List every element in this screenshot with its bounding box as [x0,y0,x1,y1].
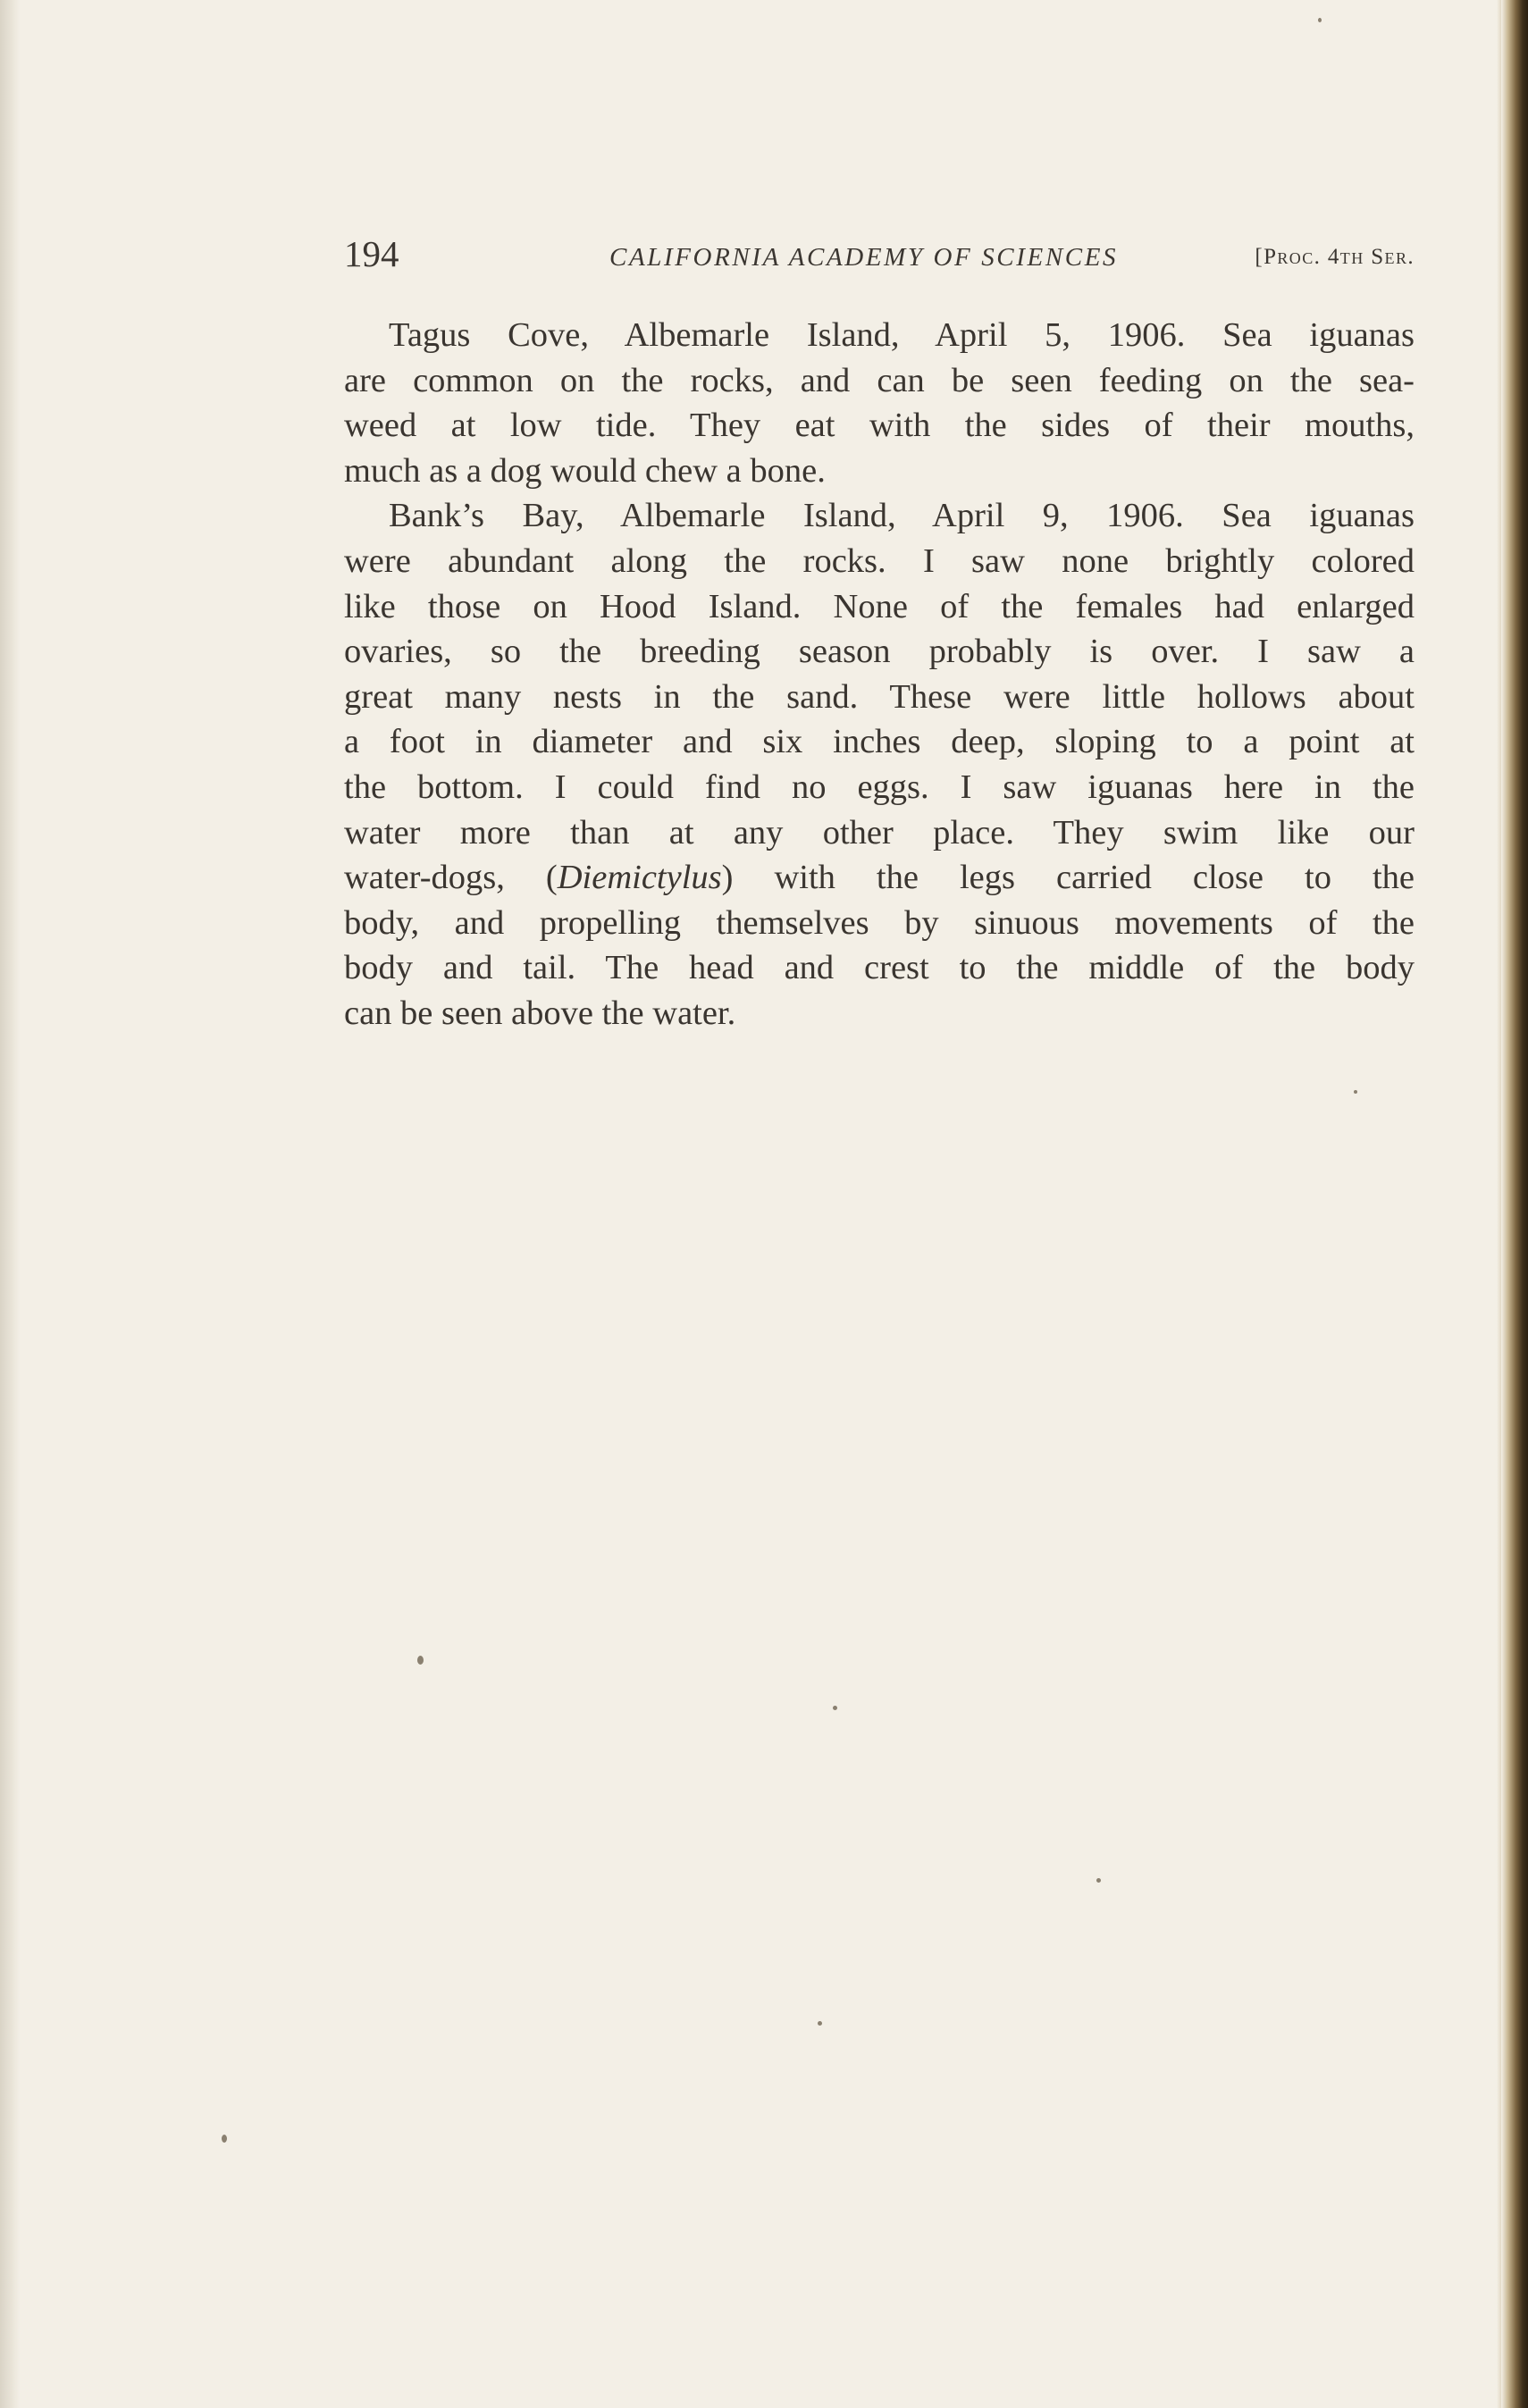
text-line: much as a dog would chew a bone. [344,451,826,490]
paper-speck [417,1656,424,1665]
text-line: body and tail. The head and crest to the middle of the body [344,949,1415,987]
text-line: weed at low tide. They eat with the sides of their mouths, [344,407,1415,445]
text-line: great many nests in the sand. These were little hollows about [344,677,1415,716]
paragraph-tagus-cove [344,313,1415,493]
taxon-name: Diemictylus [557,859,722,897]
text-line: the bottom. I could find no eggs. I saw iguanas here in the [344,768,1415,806]
text-line: ovaries, so the breeding season probably is over. I saw a [344,633,1415,671]
book-spine-shadow [1501,0,1528,2408]
text-segment: ) with the legs carried close to the [721,859,1415,897]
text-line: Tagus Cove, Albemarle Island, April 5, 1906. Sea iguanas [389,316,1415,354]
paper-speck [1318,18,1322,22]
paper-speck [1354,1090,1357,1094]
text-line: a foot in diameter and six inches deep, sloping to a point at [344,723,1415,761]
paper-speck [833,1706,837,1710]
body-text [344,313,1415,1036]
paper-speck [818,2021,822,2026]
journal-title: CALIFORNIA ACADEMY OF SCIENCES [609,243,1119,272]
text-line: water more than at any other place. They swim like our [344,813,1415,852]
text-line: were abundant along the rocks. I saw none brightly colored [344,541,1415,580]
text-line: can be seen above the water. [344,994,736,1032]
text-line: Bank’s Bay, Albemarle Island, April 9, 1906. Sea iguanas [389,497,1415,535]
paragraph-banks-bay [344,493,1415,1036]
page-left-margin-shadow [0,0,20,2408]
text-line-with-italic [344,855,1415,901]
running-head [344,231,1415,277]
paper-speck [1096,1878,1101,1883]
text-line: are common on the rocks, and can be seen feeding on the sea- [344,361,1415,399]
text-line: like those on Hood Island. None of the females had enlarged [344,587,1415,625]
paper-speck [222,2135,227,2143]
page-number: 194 [344,233,399,274]
series-reference: [Proc. 4th Ser. [1255,245,1415,269]
text-line: body, and propelling themselves by sinuous movements of the [344,903,1415,942]
text-segment: water-dogs, ( [344,859,558,897]
